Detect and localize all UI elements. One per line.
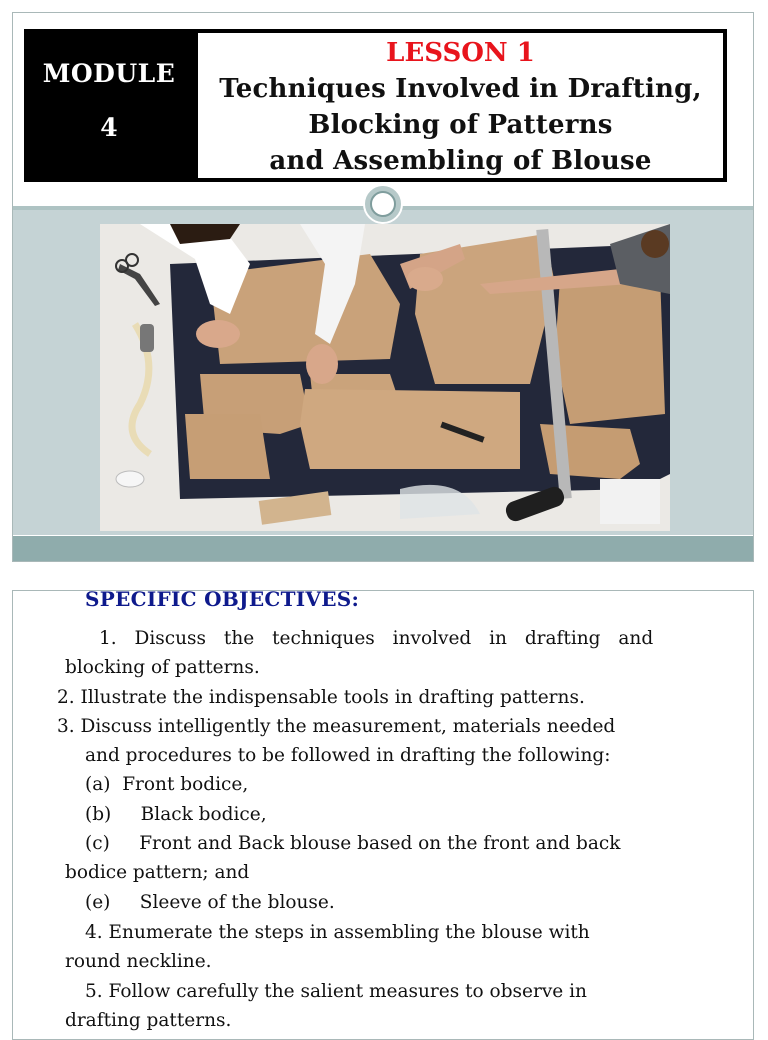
title-frame [194, 29, 727, 182]
objective-line-7: (b) Black bodice, [85, 804, 267, 825]
objective-line-8: (c) Front and Back blouse based on the front and back [85, 833, 621, 854]
lesson-label: LESSON 1 [386, 38, 535, 68]
objective-line-6: (a) Front bodice, [85, 774, 249, 795]
bottom-band [13, 536, 753, 562]
objective-line-10: (e) Sleeve of the blouse. [85, 892, 335, 913]
module-number: 4 [100, 113, 118, 142]
objective-line-4: 3. Discuss intelligently the measurement, materials needed [57, 716, 616, 737]
objective-line-5: and procedures to be followed in drafting the following: [85, 745, 611, 766]
objective-line-2: blocking of patterns. [65, 657, 260, 678]
title-block [198, 33, 723, 178]
lesson-title-line-3: and Assembling of Blouse [269, 146, 652, 176]
drafting-table-photo [100, 224, 670, 531]
lesson-title-line-2: Blocking of Patterns [308, 110, 613, 140]
module-label: MODULE [42, 59, 176, 88]
objective-line-9: bodice pattern; and [65, 862, 250, 883]
module-badge [24, 29, 194, 182]
objective-line-12: round neckline. [65, 951, 212, 972]
objective-line-14: drafting patterns. [65, 1010, 232, 1031]
ring-ornament-icon [363, 184, 403, 224]
objective-line-11: 4. Enumerate the steps in assembling the blouse with [85, 922, 590, 943]
objectives-heading: SPECIFIC OBJECTIVES: [85, 590, 360, 611]
title-slide [12, 12, 754, 562]
objective-line-13: 5. Follow carefully the salient measures to observe in [85, 981, 587, 1002]
lesson-title-line-1: Techniques Involved in Drafting, [219, 74, 702, 104]
pattern-drafting-illustration [100, 224, 670, 531]
objective-line-1: 1. Discuss the techniques involved in drafting and [99, 628, 654, 649]
objective-line-3: 2. Illustrate the indispensable tools in drafting patterns. [57, 687, 585, 708]
objectives-slide [12, 590, 754, 1040]
